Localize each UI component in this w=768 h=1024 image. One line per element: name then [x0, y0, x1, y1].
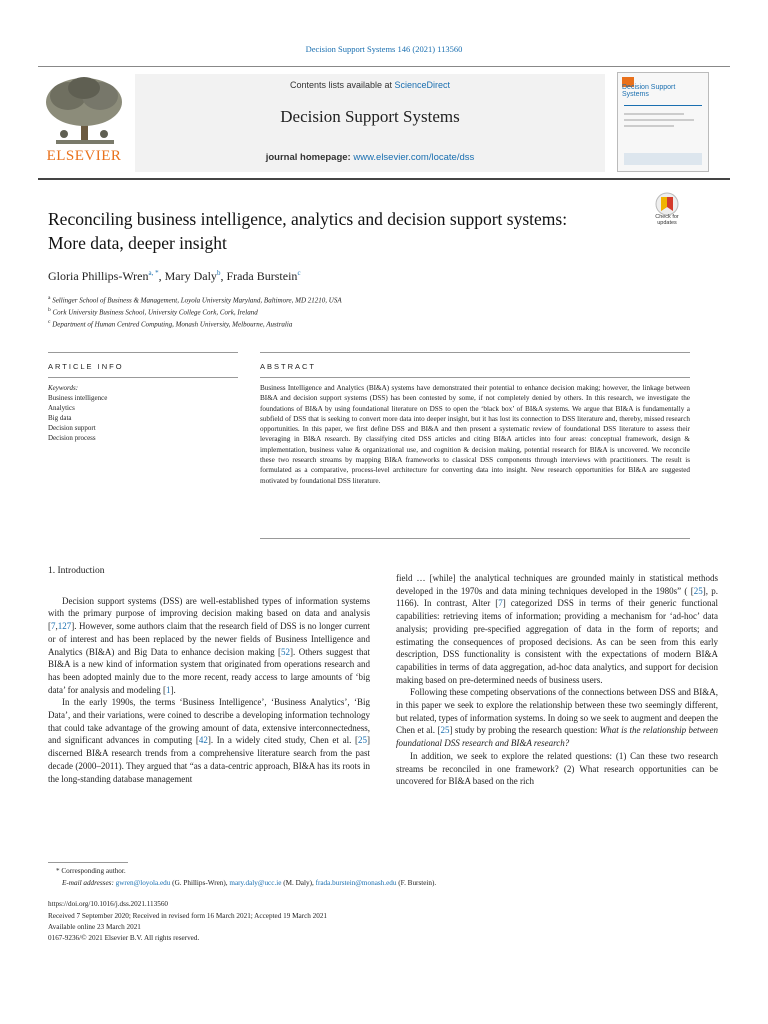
affiliation — [48, 319, 292, 328]
author-affiliation-marker[interactable]: a, * — [148, 269, 159, 277]
author-list: Gloria Phillips-Wren$^{a, *}$, Mary Daly$^b$, Frada Burstein$^c$ — [48, 269, 301, 283]
email-link[interactable]: mary.daly@ucc.ie — [229, 879, 282, 887]
article-title-line-1: Reconciling business intelligence, analytics and decision support systems: — [48, 209, 568, 229]
email-label: E-mail addresses: — [62, 879, 116, 887]
abstract-text: Business Intelligence and Analytics (BI&A) systems have demonstrated their potential to enhance decision making; however, the linkage between BI&A and decision support systems (DSS) has been contested by some, if not completely denied by others. In this research, we investigate the foundations of BI&A by using foundational literature on DSS to open the ‘black box’ of BI&A systems. We argue that BI&A is fundamentally a subfield of DSS that is seeking to convert more data into deeper insight, but it has lost its connection to DSS literature and, thereby, missed research opportunities. In this paper, we first define DSS and BI&A and then present a systematic review of foundational DSS literature to assess their leveraging in BI&A research. By classifying cited DSS articles and citing BI&A articles into four areas: conceptual framework, design & implementation, business value & organizational use, and cognition & decision making, potential research for BI&A is uncovered. We reconcile these two research streams by mapping BI&A frameworks to classical DSS components through interviews with practitioners. The result is formulated as a comparative, process-level architecture for converting data into insight. New research opportunities for BI&A are suggested motivated by foundational DSS literature. — [260, 384, 690, 485]
copyright: 0167-9236/© 2021 Elsevier B.V. All rights reserved. — [48, 934, 200, 942]
citation-link[interactable]: 7 — [498, 598, 503, 609]
article-title-line-2: More data, deeper insight — [48, 233, 227, 253]
corresponding-author-note: * Corresponding author. — [56, 867, 126, 875]
sciencedirect-link[interactable]: ScienceDirect — [394, 80, 451, 90]
received-dates: Received 7 September 2020; Received in revised form 16 March 2021; Accepted 19 March 2021 — [48, 912, 328, 920]
header-rule-top — [38, 66, 730, 67]
citation-link[interactable]: 1 — [166, 684, 171, 695]
citation-link[interactable]: 7 — [51, 621, 56, 632]
citation-link[interactable]: 52 — [281, 646, 291, 657]
keyword[interactable]: Big data — [48, 414, 72, 422]
affiliation-text: Sellinger School of Business & Management, Loyola University Maryland, Baltimore, MD 21210, USA — [52, 296, 342, 305]
email-link[interactable]: gwren@loyola.edu — [115, 879, 171, 887]
paragraph — [48, 696, 370, 785]
text: , — [55, 621, 58, 632]
author-name[interactable]: Frada Burstein — [226, 269, 298, 283]
author-name[interactable]: Mary Daly — [164, 269, 217, 283]
section-heading-introduction: 1. Introduction — [48, 566, 105, 576]
abstract-heading: ABSTRACT — [260, 362, 317, 371]
citation-link[interactable]: 25 — [358, 735, 367, 746]
contents-line — [135, 80, 605, 90]
affiliation-marker: c — [48, 319, 51, 325]
affiliation-text: Cork University Business School, University College Cork, Cork, Ireland — [52, 308, 258, 317]
text: ] categorized DSS in terms of their generic functional capabilities: retrieving items of information; providing a mechanism for ‘ad-hoc’ data analysis; providing pre-specified aggregation of data in the form of reports; and estimating the consequences of proposed decisions. As can be seen from this early description, DSS functionality is consistent with the expectations of modern BI&A capabilities in terms of data aggregation, ad-hoc data analytics, and support for decision making based on pre-determined needs of business users. — [396, 598, 718, 685]
text: ] study by probing the research question: — [449, 725, 600, 736]
text: ]. However, some authors claim that the research field of DSS is no longer current or of interest and has been replaced by the newer fields of Business Intelligence and Analytics (BI&A) and Big Data to enhance decision making [ — [48, 621, 370, 657]
article-title — [48, 207, 658, 255]
keyword[interactable]: Analytics — [48, 404, 75, 412]
affiliation-text: Department of Human Centred Computing, Monash University, Melbourne, Australia — [52, 320, 293, 329]
research-question: What is the relationship between foundational DSS research and BI&A research? — [396, 725, 718, 749]
email-owner: (M. Daly), — [281, 879, 316, 887]
author-affiliation-marker[interactable]: b — [216, 269, 221, 277]
paragraph: In addition, we seek to explore the related questions: (1) Can these two research streams be reconciled in one framework? (2) What research opportunities can be uncovered for BI&A based on the rich — [396, 750, 718, 787]
text: Decision support systems (DSS) are well-established types of information systems with the primary purpose of improving decision making based on data and analysis [ — [48, 595, 370, 632]
citation-link[interactable]: 25 — [693, 585, 703, 596]
check-for-updates-label: Check for updates — [655, 214, 679, 226]
article-info-rule-2 — [48, 377, 238, 378]
keywords-label: Keywords: — [48, 384, 79, 392]
paragraph — [396, 572, 718, 686]
bookmark-icon — [648, 192, 686, 216]
text: Following these competing observations of the connections between DSS and BI&A, in this paper we seek to explore the relationship between these two seemingly different, but related, types of information systems. In doing so we seek to augment and deepen the Chen et al. [ — [396, 687, 718, 736]
keyword[interactable]: Business intelligence — [48, 394, 108, 402]
journal-homepage — [135, 152, 605, 163]
keyword[interactable]: Decision support — [48, 424, 96, 432]
contents-prefix: Contents lists available at — [289, 80, 395, 90]
author-affiliation-marker[interactable]: c — [297, 269, 301, 277]
affiliation — [48, 295, 342, 304]
paragraph — [396, 686, 718, 750]
journal-title: Decision Support Systems — [280, 107, 460, 126]
citation-link[interactable]: 127 — [57, 621, 72, 632]
text: ]. — [170, 684, 176, 695]
email-addresses — [62, 878, 436, 888]
article-info-heading: ARTICLE INFO — [48, 362, 124, 371]
citation-link[interactable]: 25 — [440, 725, 450, 736]
affiliation — [48, 307, 258, 316]
homepage-link[interactable]: www.elsevier.com/locate/dss — [353, 152, 475, 163]
text: ] discerned BI&A research trends from a comprehensive literature search from the past decade (2000–2011). They argued that “as a data-centric approach, BI&A has its roots in the long-standing database management — [48, 735, 370, 784]
paragraph — [48, 595, 370, 697]
email-link[interactable]: frada.burstein@monash.edu — [315, 879, 397, 887]
author-name[interactable]: Gloria Phillips-Wren — [48, 269, 149, 283]
text: field … [while] the analytical techniques are grounded mainly in statistical methods developed in the 1970s and data mining techniques developed in the 1980s” ( [ — [396, 573, 718, 596]
available-online: Available online 23 March 2021 — [48, 923, 141, 931]
text: ]. Others suggest that BI&A is a new kind of information system that originated from operations research and has been adopted mainly due to the more recent, ready access to large amounts of ‘big data’ for analysis and modeling [ — [48, 646, 370, 695]
affiliation-marker: a — [48, 295, 51, 301]
email-owner: (F. Burstein). — [396, 879, 437, 887]
body-column-left — [48, 565, 370, 785]
text: ], p. 1166). In contrast, Alter [ — [396, 585, 718, 609]
abstract-rule-2 — [260, 377, 690, 378]
text: In the early 1990s, the terms ‘Business Intelligence’, ‘Business Analytics’, ‘Big Data’, and their variations, were coined to describe a developing information technology that could take advantage of the growing amount of data, extensive interconnectedness, and significant advances in computing [ — [48, 697, 370, 746]
running-citation[interactable]: Decision Support Systems 146 (2021) 113560 — [305, 44, 463, 54]
body-column-right — [396, 572, 718, 788]
affiliation-marker: b — [48, 307, 51, 313]
cover-title: Decision Support Systems — [622, 84, 676, 98]
article-info-rule — [48, 352, 238, 353]
doi-link[interactable]: https://doi.org/10.1016/j.dss.2021.113560 — [48, 900, 169, 908]
abstract-rule — [260, 352, 690, 353]
homepage-label: journal homepage: — [265, 152, 354, 163]
email-owner: (G. Phillips-Wren), — [170, 879, 230, 887]
elsevier-tree-icon — [38, 74, 130, 150]
text: ]. In a widely cited study, Chen et al. [ — [207, 735, 358, 746]
keyword[interactable]: Decision process — [48, 434, 96, 442]
elsevier-wordmark: ELSEVIER — [46, 148, 122, 164]
check-for-updates-badge[interactable] — [648, 192, 686, 232]
header-rule-bottom — [38, 178, 730, 180]
abstract-end-rule — [260, 538, 690, 539]
citation-link[interactable]: 42 — [198, 735, 208, 746]
footnote-rule — [48, 862, 128, 863]
